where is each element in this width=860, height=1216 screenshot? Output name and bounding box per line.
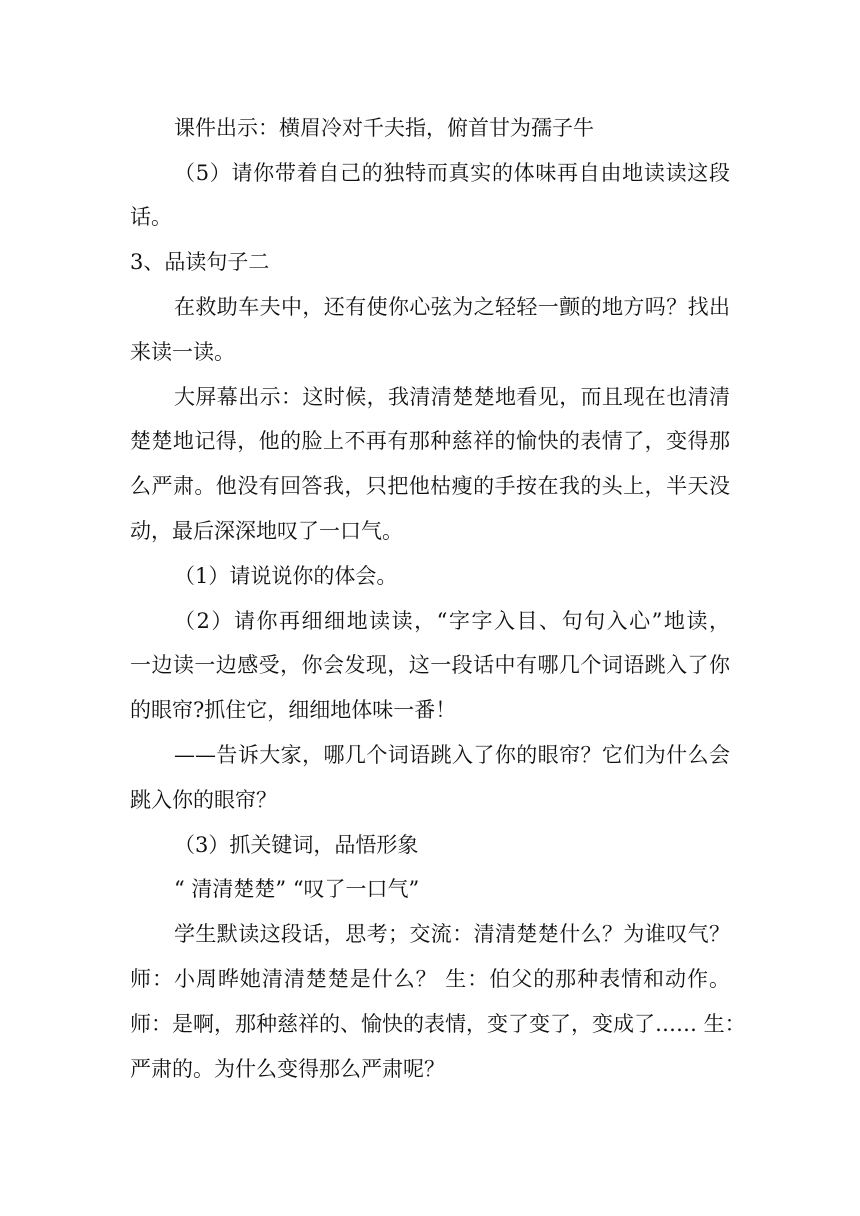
screen-display-line-2: 楚楚地记得，他的脸上不再有那种慈祥的愉快的表情了，变得那 — [130, 429, 730, 453]
question-3-line: （3）抓关键词，品悟形象 — [174, 833, 419, 857]
student-reading-line: 学生默读这段话，思考；交流：清清楚楚什么？为谁叹气？ — [174, 922, 730, 946]
question-2-line-3: 的眼帘?抓住它，细细地体味一番！ — [130, 698, 457, 722]
question-5-line-1: （5）请你带着自己的独特而真实的体味再自由地读读这段 — [174, 161, 730, 185]
screen-display-line-4: 动，最后深深地叹了一口气。 — [130, 519, 403, 543]
tell-everyone-line-1: ——告诉大家，哪几个词语跳入了你的眼帘？它们为什么会 — [174, 743, 730, 767]
courseware-display-line: 课件出示：横眉冷对千夫指，俯首甘为孺子牛 — [174, 116, 594, 140]
key-words-line: “ 清清楚楚” “叹了一口气” — [174, 877, 420, 901]
dialogue-line-2: 师：是啊，那种慈祥的、愉快的表情，变了变了，变成了…… 生： — [130, 1012, 746, 1036]
dialogue-line-1: 师：小周晔她清清楚楚是什么？ 生：伯父的那种表情和动作。 — [130, 967, 730, 991]
tell-everyone-line-2: 跳入你的眼帘？ — [130, 788, 277, 812]
section-heading-3: 3、品读句子二 — [130, 250, 270, 274]
question-1-line: （1）请说说你的体会。 — [174, 564, 398, 588]
paragraph-rescue-line-1: 在救助车夫中，还有使你心弦为之轻轻一颤的地方吗？找出 — [174, 295, 730, 319]
screen-display-line-1: 大屏幕出示：这时候，我清清楚楚地看见，而且现在也清清 — [174, 385, 730, 409]
dialogue-line-3: 严肃的。为什么变得那么严肃呢？ — [130, 1057, 445, 1081]
question-2-line-2: 一边读一边感受，你会发现，这一段话中有哪几个词语跳入了你 — [130, 653, 730, 677]
screen-display-line-3: 么严肃。他没有回答我，只把他枯瘦的手按在我的头上，半天没 — [130, 474, 730, 498]
paragraph-rescue-line-2: 来读一读。 — [130, 340, 235, 364]
question-2-line-1: （2）请你再细细地读读，“字字入目、句句入心”地读， — [174, 609, 730, 633]
question-5-line-2: 话。 — [130, 205, 172, 229]
